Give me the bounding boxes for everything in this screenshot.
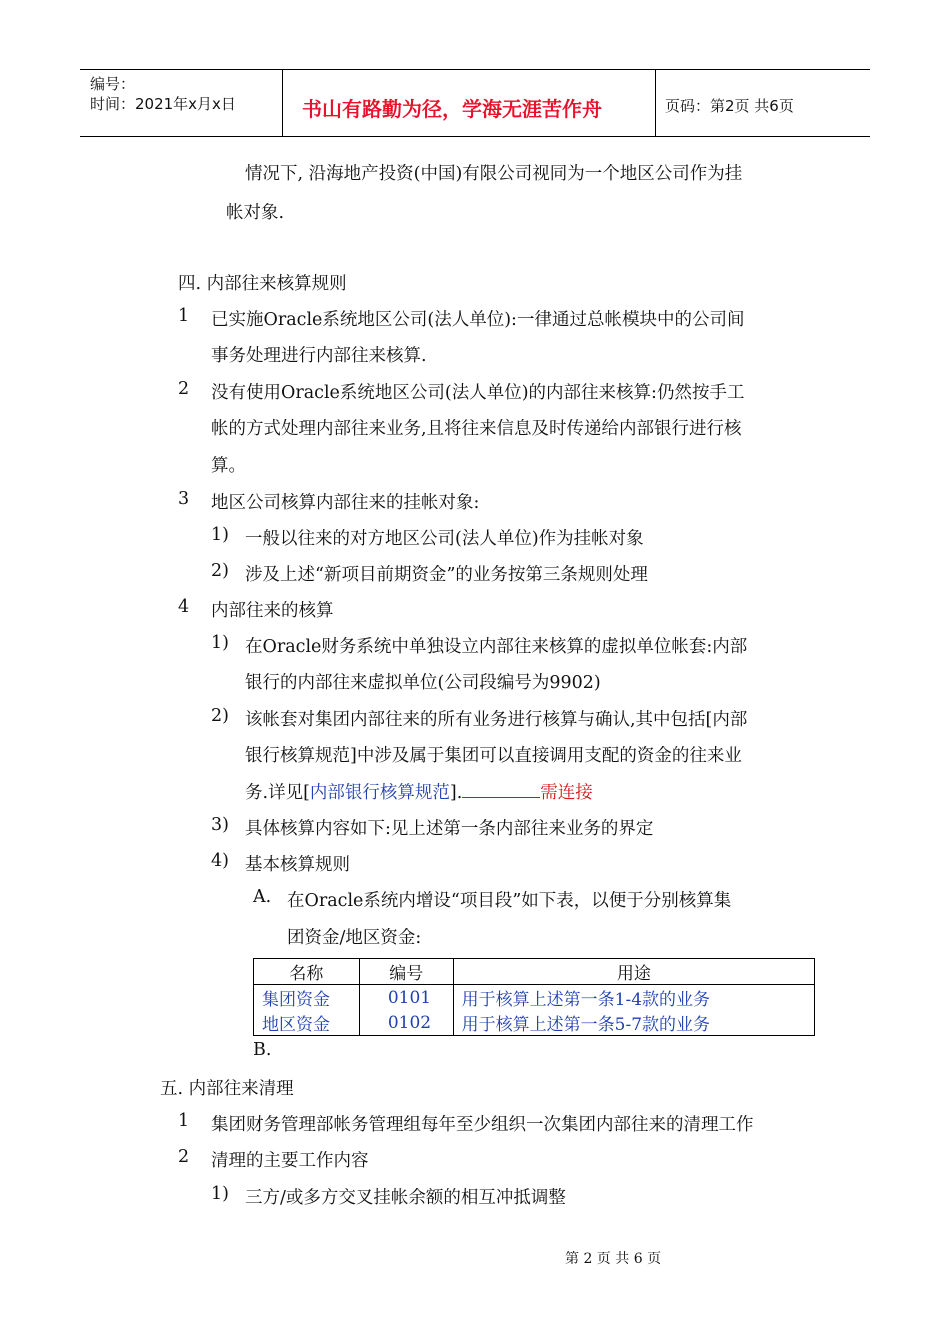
time-label: 时间：2021年x月x日 [90,95,236,113]
link-needed-note: 需连接 [540,783,593,803]
subitem-number: 1) [211,525,229,545]
subitem-number: 1) [211,1184,229,1204]
subitem-number: 3) [211,815,229,835]
item-number: 2 [178,379,190,399]
spec-link[interactable]: 内部银行核算规范 [309,783,450,803]
page-number-label: 页码：第2页 共6页 [665,97,794,115]
item-text: 地区公司核算内部往来的挂帐对象: [211,493,480,513]
table-cell: 用于核算上述第一条1-4款的业务 [453,985,814,1011]
subitem-text: 在Oracle系统内增设“项目段”如下表，以便于分别核算集 [287,891,732,911]
column-header: 用途 [453,959,814,985]
intro-line: 情况下, 沿海地产投资(中国)有限公司视同为一个地区公司作为挂 [245,164,743,184]
item-number: 1 [178,306,190,326]
subitem-text: 银行核算规范]中涉及属于集团可以直接调用支配的资金的往来业 [245,746,742,766]
table-cell: 用于核算上述第一条5-7款的业务 [453,1010,814,1036]
subitem-number: 1) [211,633,229,653]
item-number: 2 [178,1147,190,1167]
subitem-text: 团资金/地区资金: [287,928,422,948]
item-number: 3 [178,489,190,509]
table-cell: 0102 [359,1010,453,1036]
page-footer: 第 2 页 共 6 页 [565,1251,662,1267]
project-segment-table [253,958,815,1036]
subitem-letter: A. [253,887,272,907]
item-text: 没有使用Oracle系统地区公司(法人单位)的内部往来核算:仍然按手工 [211,383,745,403]
subitem-letter: B. [253,1040,272,1060]
item-text: 已实施Oracle系统地区公司(法人单位):一律通过总帐模块中的公司间 [211,310,745,330]
column-header: 编号 [359,959,453,985]
header-divider [282,70,283,136]
subitem-text: 具体核算内容如下:见上述第一条内部往来业务的界定 [245,819,654,839]
item-number: 1 [178,1111,190,1131]
item-text: 帐的方式处理内部往来业务,且将往来信息及时传递给内部银行进行核 [211,419,742,439]
section-title: 五. 内部往来清理 [160,1079,294,1099]
header-divider [655,70,656,136]
blank-underline [462,783,540,798]
table-cell: 地区资金 [254,1010,360,1036]
subitem-text: 涉及上述“新项目前期资金”的业务按第三条规则处理 [245,565,648,585]
intro-line: 帐对象. [226,203,285,223]
section-title: 四. 内部往来核算规则 [178,274,347,294]
item-text: 集团财务管理部帐务管理组每年至少组织一次集团内部往来的清理工作 [211,1115,754,1135]
subitem-number: 4) [211,851,229,871]
subitem-number: 2) [211,706,229,726]
subitem-text [245,779,593,804]
subitem-text: 一般以往来的对方地区公司(法人单位)作为挂帐对象 [245,529,644,549]
item-text: 内部往来的核算 [211,601,334,621]
column-header: 名称 [254,959,360,985]
subitem-number: 2) [211,561,229,581]
text-suffix: ]. [449,783,463,803]
table-cell: 0101 [359,985,453,1011]
subitem-text: 该帐套对集团内部往来的所有业务进行核算与确认,其中包括[内部 [245,710,748,730]
subitem-text: 三方/或多方交叉挂帐余额的相互冲抵调整 [245,1188,566,1208]
subitem-text: 基本核算规则 [245,855,350,875]
item-text: 算。 [211,456,246,476]
item-number: 4 [178,597,190,617]
subitem-text: 银行的内部往来虚拟单位(公司段编号为9902) [245,673,601,693]
table-row [254,1010,815,1036]
item-text: 清理的主要工作内容 [211,1151,369,1171]
page-header [80,69,870,137]
table-row [254,985,815,1011]
subitem-text: 在Oracle财务系统中单独设立内部往来核算的虚拟单位帐套:内部 [245,637,748,657]
text-prefix: 务.详见[ [245,783,310,803]
table-cell: 集团资金 [254,985,360,1011]
number-label: 编号： [90,75,136,93]
item-text: 事务处理进行内部往来核算. [211,346,427,366]
motto: 书山有路勤为径，学海无涯苦作舟 [302,97,602,121]
